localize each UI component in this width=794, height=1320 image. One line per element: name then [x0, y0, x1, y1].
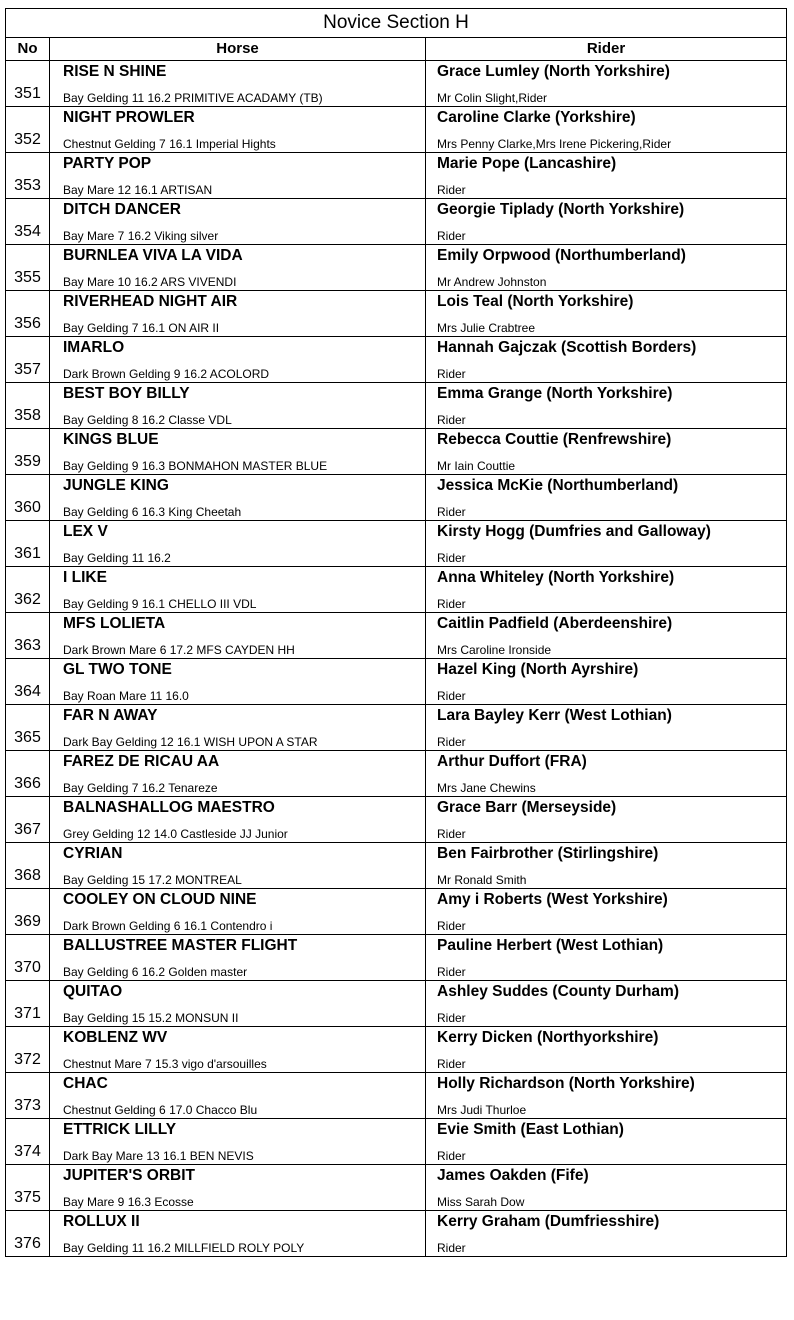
entry-number: 363 [14, 637, 41, 654]
owner-name: Rider [437, 505, 466, 519]
rider-cell [426, 705, 787, 751]
table-row [6, 613, 787, 659]
entry-number-cell [6, 981, 50, 1027]
horse-cell [50, 567, 426, 613]
horse-cell [50, 1211, 426, 1257]
rider-name: Kerry Dicken (Northyorkshire) [437, 1029, 659, 1046]
horse-name: NIGHT PROWLER [63, 109, 195, 126]
horse-details: Dark Bay Mare 13 16.1 BEN NEVIS [63, 1149, 254, 1163]
horse-cell [50, 659, 426, 705]
rider-cell [426, 475, 787, 521]
rider-cell [426, 429, 787, 475]
owner-name: Rider [437, 367, 466, 381]
horse-name: JUPITER'S ORBIT [63, 1167, 196, 1184]
horse-details: Bay Gelding 6 16.3 King Cheetah [63, 505, 242, 519]
horse-cell [50, 889, 426, 935]
rider-name: Grace Barr (Merseyside) [437, 799, 617, 816]
horse-cell [50, 935, 426, 981]
owner-name: Rider [437, 1057, 466, 1071]
horse-cell [50, 291, 426, 337]
horse-details: Dark Brown Gelding 9 16.2 ACOLORD [63, 367, 270, 381]
table-row [6, 1027, 787, 1073]
entry-number-cell [6, 935, 50, 981]
horse-cell [50, 1119, 426, 1165]
entry-number: 355 [14, 269, 41, 286]
rider-name: Anna Whiteley (North Yorkshire) [437, 569, 675, 586]
owner-name: Mr Iain Couttie [437, 459, 516, 473]
owner-name: Miss Sarah Dow [437, 1195, 525, 1209]
horse-details: Bay Mare 9 16.3 Ecosse [63, 1195, 194, 1209]
entry-number: 366 [14, 775, 41, 792]
entry-number: 353 [14, 177, 41, 194]
owner-name: Mrs Judi Thurloe [437, 1103, 527, 1117]
rider-cell [426, 337, 787, 383]
table-row [6, 61, 787, 107]
rider-name: Ben Fairbrother (Stirlingshire) [437, 845, 659, 862]
owner-name: Mrs Penny Clarke,Mrs Irene Pickering,Rider [437, 137, 672, 151]
table-row [6, 475, 787, 521]
rider-name: James Oakden (Fife) [437, 1167, 589, 1184]
owner-name: Rider [437, 1149, 466, 1163]
rider-name: Evie Smith (East Lothian) [437, 1121, 624, 1138]
rider-name: Grace Lumley (North Yorkshire) [437, 63, 670, 80]
horse-name: CHAC [63, 1075, 108, 1092]
rider-cell [426, 843, 787, 889]
entry-number-cell [6, 199, 50, 245]
horse-name: DITCH DANCER [63, 201, 181, 218]
column-header-no: No [6, 38, 50, 61]
table-row [6, 659, 787, 705]
table-row [6, 199, 787, 245]
table-row [6, 153, 787, 199]
entry-number-cell [6, 751, 50, 797]
entry-number-cell [6, 383, 50, 429]
table-row [6, 245, 787, 291]
rider-name: Caroline Clarke (Yorkshire) [437, 109, 636, 126]
entry-number-cell [6, 1027, 50, 1073]
horse-cell [50, 475, 426, 521]
entry-number-cell [6, 797, 50, 843]
rider-cell [426, 751, 787, 797]
owner-name: Mrs Jane Chewins [437, 781, 536, 795]
entry-number-cell [6, 705, 50, 751]
table-row [6, 429, 787, 475]
horse-name: KOBLENZ WV [63, 1029, 168, 1046]
table-row [6, 751, 787, 797]
table-row [6, 705, 787, 751]
rider-name: Ashley Suddes (County Durham) [437, 983, 679, 1000]
rider-cell [426, 797, 787, 843]
rider-name: Rebecca Couttie (Renfrewshire) [437, 431, 672, 448]
entry-number-cell [6, 475, 50, 521]
owner-name: Mr Colin Slight,Rider [437, 91, 548, 105]
horse-name: PARTY POP [63, 155, 152, 172]
horse-name: LEX V [63, 523, 108, 540]
entry-number: 371 [14, 1005, 41, 1022]
owner-name: Rider [437, 183, 466, 197]
rider-name: Emily Orpwood (Northumberland) [437, 247, 686, 264]
entry-number: 358 [14, 407, 41, 424]
horse-details: Bay Gelding 7 16.1 ON AIR II [63, 321, 220, 335]
title-row [6, 9, 787, 38]
table-row [6, 337, 787, 383]
horse-name: I LIKE [63, 569, 107, 586]
owner-name: Rider [437, 965, 466, 979]
entry-number: 359 [14, 453, 41, 470]
horse-details: Bay Gelding 15 17.2 MONTREAL [63, 873, 242, 887]
entry-number-cell [6, 613, 50, 659]
horse-name: COOLEY ON CLOUD NINE [63, 891, 257, 908]
entry-number-cell [6, 153, 50, 199]
horse-details: Bay Mare 10 16.2 ARS VIVENDI [63, 275, 237, 289]
horse-name: ROLLUX II [63, 1213, 140, 1230]
entry-number: 361 [14, 545, 41, 562]
section-title: Novice Section H [6, 9, 787, 38]
horse-details: Dark Bay Gelding 12 16.1 WISH UPON A STAR [63, 735, 318, 749]
horse-details: Bay Gelding 15 15.2 MONSUN II [63, 1011, 239, 1025]
column-header-horse: Horse [50, 38, 426, 61]
horse-details: Chestnut Gelding 7 16.1 Imperial Hights [63, 137, 276, 151]
entries-table-body [6, 9, 787, 1257]
table-row [6, 797, 787, 843]
owner-name: Rider [437, 919, 466, 933]
table-row [6, 107, 787, 153]
horse-name: IMARLO [63, 339, 125, 356]
entry-number: 370 [14, 959, 41, 976]
rider-cell [426, 521, 787, 567]
table-row [6, 981, 787, 1027]
horse-details: Bay Gelding 11 16.2 MILLFIELD ROLY POLY [63, 1241, 305, 1255]
entry-number-cell [6, 843, 50, 889]
entry-number: 367 [14, 821, 41, 838]
rider-cell [426, 1211, 787, 1257]
entry-number-cell [6, 429, 50, 475]
owner-name: Mrs Julie Crabtree [437, 321, 536, 335]
horse-cell [50, 383, 426, 429]
entry-number: 374 [14, 1143, 41, 1160]
rider-cell [426, 1119, 787, 1165]
entry-number: 354 [14, 223, 41, 240]
entry-number: 360 [14, 499, 41, 516]
horse-cell [50, 751, 426, 797]
entry-number-cell [6, 1211, 50, 1257]
horse-name: RIVERHEAD NIGHT AIR [63, 293, 238, 310]
entry-number-cell [6, 659, 50, 705]
horse-cell [50, 153, 426, 199]
horse-details: Bay Gelding 11 16.2 [63, 551, 171, 565]
entry-number: 351 [14, 85, 41, 102]
entry-number: 376 [14, 1235, 41, 1252]
table-row [6, 291, 787, 337]
rider-cell [426, 61, 787, 107]
table-row [6, 1211, 787, 1257]
horse-details: Dark Brown Gelding 6 16.1 Contendro i [63, 919, 273, 933]
horse-details: Grey Gelding 12 14.0 Castleside JJ Junior [63, 827, 288, 841]
rider-name: Lara Bayley Kerr (West Lothian) [437, 707, 672, 724]
rider-name: Caitlin Padfield (Aberdeenshire) [437, 615, 673, 632]
horse-cell [50, 199, 426, 245]
horse-name: CYRIAN [63, 845, 123, 862]
rider-name: Georgie Tiplady (North Yorkshire) [437, 201, 685, 218]
entry-number: 364 [14, 683, 41, 700]
horse-cell [50, 61, 426, 107]
entry-number-cell [6, 1165, 50, 1211]
table-row [6, 1119, 787, 1165]
horse-cell [50, 797, 426, 843]
horse-name: KINGS BLUE [63, 431, 159, 448]
rider-name: Jessica McKie (Northumberland) [437, 477, 679, 494]
rider-cell [426, 1027, 787, 1073]
horse-name: QUITAO [63, 983, 123, 1000]
entry-number: 362 [14, 591, 41, 608]
horse-name: FAR N AWAY [63, 707, 158, 724]
entry-number-cell [6, 889, 50, 935]
entry-number-cell [6, 567, 50, 613]
rider-cell [426, 1165, 787, 1211]
horse-cell [50, 705, 426, 751]
rider-name: Kirsty Hogg (Dumfries and Galloway) [437, 523, 711, 540]
horse-cell [50, 1165, 426, 1211]
rider-name: Hazel King (North Ayrshire) [437, 661, 639, 678]
horse-details: Bay Gelding 9 16.3 BONMAHON MASTER BLUE [63, 459, 328, 473]
horse-details: Bay Gelding 7 16.2 Tenareze [63, 781, 218, 795]
horse-name: ETTRICK LILLY [63, 1121, 177, 1138]
table-row [6, 567, 787, 613]
rider-name: Holly Richardson (North Yorkshire) [437, 1075, 695, 1092]
table-row [6, 521, 787, 567]
rider-cell [426, 981, 787, 1027]
horse-cell [50, 1027, 426, 1073]
entry-number-cell [6, 107, 50, 153]
horse-cell [50, 843, 426, 889]
entry-number: 368 [14, 867, 41, 884]
entry-number: 357 [14, 361, 41, 378]
horse-name: BALNASHALLOG MAESTRO [63, 799, 275, 816]
owner-name: Rider [437, 229, 466, 243]
rider-name: Marie Pope (Lancashire) [437, 155, 617, 172]
entry-number: 369 [14, 913, 41, 930]
entry-number-cell [6, 291, 50, 337]
rider-cell [426, 245, 787, 291]
rider-cell [426, 153, 787, 199]
rider-cell [426, 199, 787, 245]
horse-details: Chestnut Mare 7 15.3 vigo d'arsouilles [63, 1057, 267, 1071]
horse-name: BEST BOY BILLY [63, 385, 190, 402]
table-row [6, 383, 787, 429]
entries-table [5, 8, 787, 1257]
horse-cell [50, 981, 426, 1027]
rider-cell [426, 659, 787, 705]
rider-cell [426, 107, 787, 153]
horse-name: GL TWO TONE [63, 661, 172, 678]
owner-name: Rider [437, 1241, 466, 1255]
horse-details: Bay Roan Mare 11 16.0 [63, 689, 189, 703]
owner-name: Rider [437, 597, 466, 611]
entry-number-cell [6, 1073, 50, 1119]
owner-name: Mrs Caroline Ironside [437, 643, 552, 657]
table-row [6, 935, 787, 981]
entry-number-cell [6, 1119, 50, 1165]
horse-cell [50, 245, 426, 291]
horse-details: Bay Mare 7 16.2 Viking silver [63, 229, 219, 243]
horse-details: Bay Gelding 6 16.2 Golden master [63, 965, 248, 979]
horse-cell [50, 429, 426, 475]
horse-cell [50, 1073, 426, 1119]
entry-number-cell [6, 521, 50, 567]
rider-name: Hannah Gajczak (Scottish Borders) [437, 339, 697, 356]
horse-details: Bay Mare 12 16.1 ARTISAN [63, 183, 213, 197]
owner-name: Rider [437, 827, 466, 841]
entry-number-cell [6, 245, 50, 291]
rider-name: Emma Grange (North Yorkshire) [437, 385, 673, 402]
horse-name: BALLUSTREE MASTER FLIGHT [63, 937, 298, 954]
rider-name: Amy i Roberts (West Yorkshire) [437, 891, 668, 908]
horse-cell [50, 107, 426, 153]
owner-name: Rider [437, 413, 466, 427]
entry-number: 372 [14, 1051, 41, 1068]
horse-name: RISE N SHINE [63, 63, 167, 80]
horse-details: Chestnut Gelding 6 17.0 Chacco Blu [63, 1103, 258, 1117]
horse-cell [50, 521, 426, 567]
rider-cell [426, 567, 787, 613]
rider-name: Arthur Duffort (FRA) [437, 753, 587, 770]
rider-cell [426, 935, 787, 981]
horse-details: Bay Gelding 11 16.2 PRIMITIVE ACADAMY (TB) [63, 91, 323, 105]
horse-name: MFS LOLIETA [63, 615, 166, 632]
rider-cell [426, 613, 787, 659]
horse-details: Dark Brown Mare 6 17.2 MFS CAYDEN HH [63, 643, 295, 657]
horse-name: JUNGLE KING [63, 477, 169, 494]
rider-name: Kerry Graham (Dumfriesshire) [437, 1213, 660, 1230]
rider-name: Lois Teal (North Yorkshire) [437, 293, 634, 310]
entry-number: 356 [14, 315, 41, 332]
owner-name: Mr Ronald Smith [437, 873, 527, 887]
rider-cell [426, 1073, 787, 1119]
table-row [6, 843, 787, 889]
entry-number-cell [6, 61, 50, 107]
rider-cell [426, 889, 787, 935]
owner-name: Mr Andrew Johnston [437, 275, 547, 289]
owner-name: Rider [437, 735, 466, 749]
horse-cell [50, 337, 426, 383]
table-row [6, 1073, 787, 1119]
table-row [6, 889, 787, 935]
horse-details: Bay Gelding 9 16.1 CHELLO III VDL [63, 597, 257, 611]
entry-number-cell [6, 337, 50, 383]
horse-details: Bay Gelding 8 16.2 Classe VDL [63, 413, 232, 427]
owner-name: Rider [437, 1011, 466, 1025]
horse-cell [50, 613, 426, 659]
entry-number: 352 [14, 131, 41, 148]
entry-number: 365 [14, 729, 41, 746]
rider-cell [426, 383, 787, 429]
header-row [6, 38, 787, 61]
rider-cell [426, 291, 787, 337]
column-header-rider: Rider [426, 38, 787, 61]
table-row [6, 1165, 787, 1211]
rider-name: Pauline Herbert (West Lothian) [437, 937, 664, 954]
entry-number: 375 [14, 1189, 41, 1206]
horse-name: FAREZ DE RICAU AA [63, 753, 220, 770]
owner-name: Rider [437, 551, 466, 565]
entry-number: 373 [14, 1097, 41, 1114]
owner-name: Rider [437, 689, 466, 703]
horse-name: BURNLEA VIVA LA VIDA [63, 247, 243, 264]
